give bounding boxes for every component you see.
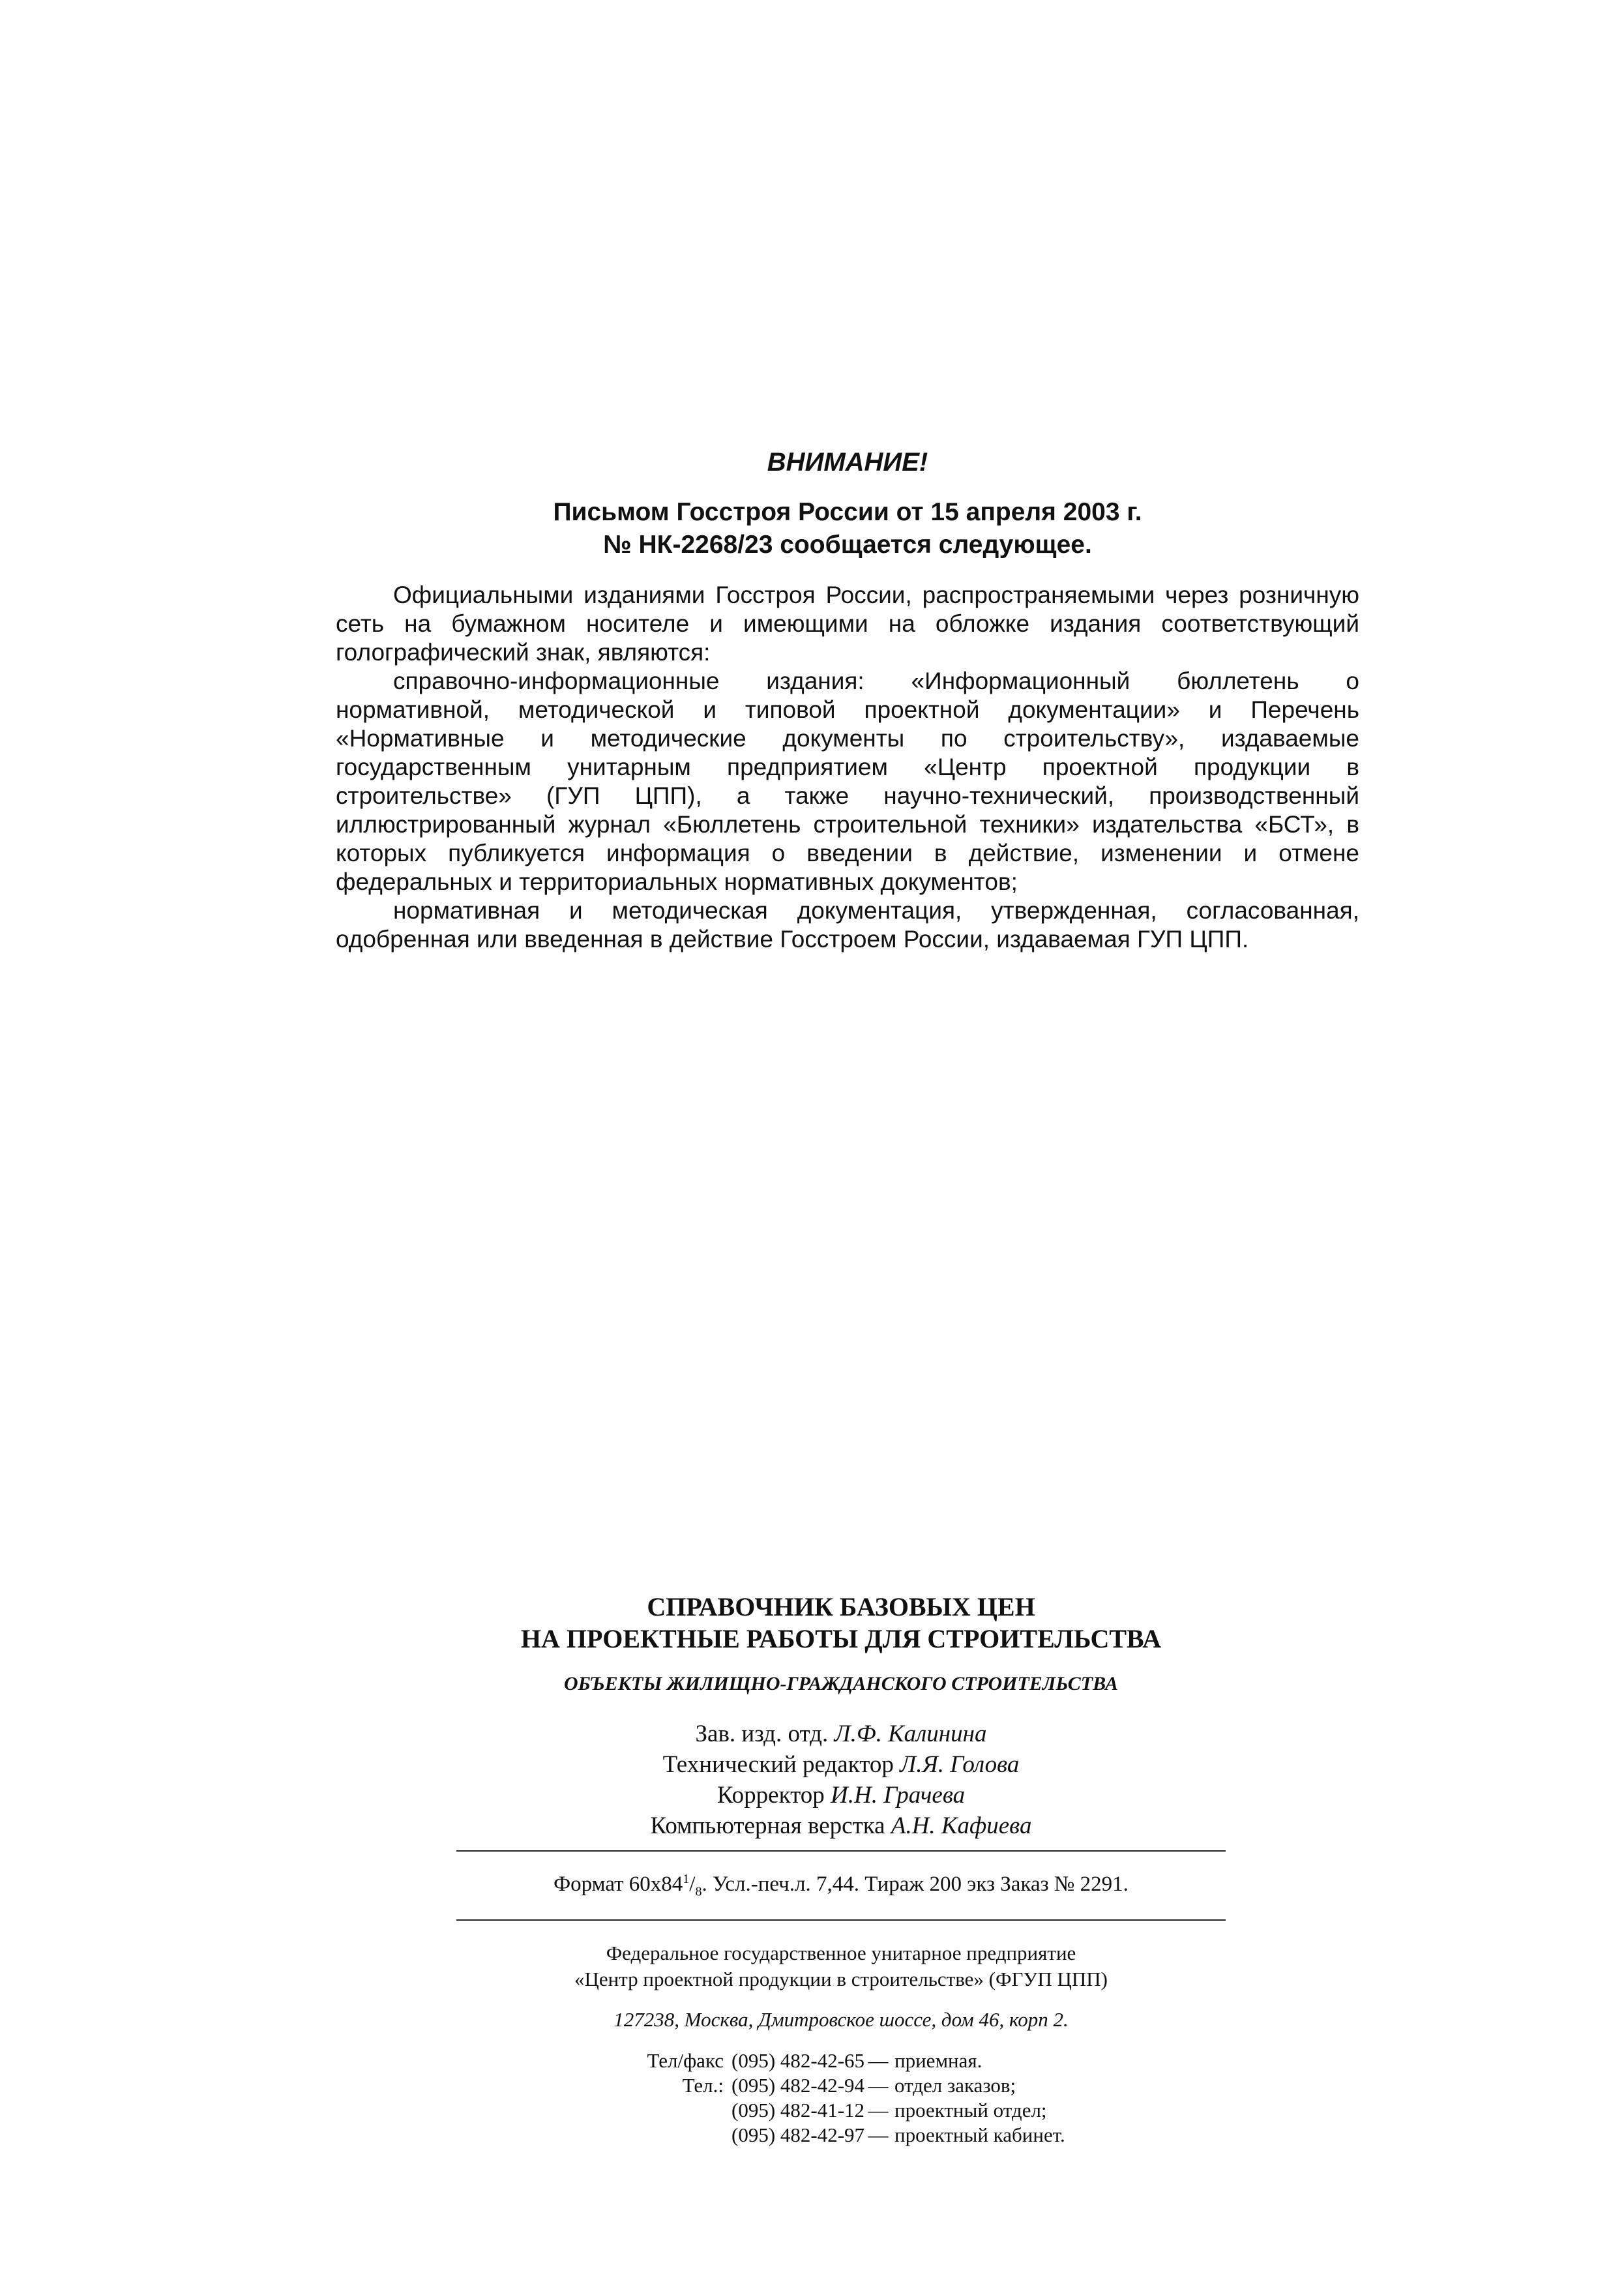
staff-name: Л.Ф. Калинина [834,1721,987,1747]
notice-subtitle-line2: № НК-2268/23 сообщается следующее. [603,531,1092,559]
publisher-line1: Федеральное государственное унитарное предприятие [606,1941,1076,1964]
staff-row [456,1719,1226,1749]
contact-phone: (095) 482-42-65 [731,2048,865,2072]
contact-desc: приемная. [894,2048,982,2072]
staff-name: И.Н. Грачева [831,1782,966,1809]
staff-row [456,1811,1226,1841]
notice-subtitle-line1: Письмом Госстроя России от 15 апреля 2003 г. [553,498,1142,526]
contact-phone: (095) 482-42-94 [731,2073,865,2097]
staff-role: Технический редактор [662,1751,894,1778]
contact-label [613,2098,731,2123]
staff-credits [456,1719,1226,1841]
contact-row [613,2048,1226,2073]
contacts [613,2048,1226,2148]
notice-paragraph: справочно-информационные издания: «Информационный бюллетень о нормативной, методической и типовой проектной документации» и Перечень «Нормативные и методические документы по строительству», издаваемые государственным унитарным предприятием «Центр проектной продукции в строительстве» (ГУП ЦПП), а также научно-технический, производственный иллюстрированный журнал «Бюллетень строительной техники» издательства «БСТ», в которых публикуется информация о введении в действие, изменении и отмене федеральных и территориальных нормативных документов; [336,668,1359,895]
publisher-address: 127238, Москва, Дмитровское шоссе, дом 46, корп 2. [613,2007,1069,2031]
contact-desc: проектный кабинет. [894,2123,1065,2146]
format-fraction-num: 1 [683,1872,690,1886]
contact-dash: — [868,2073,889,2097]
print-format: Формат 60х84 [554,1872,683,1896]
staff-role: Компьютерная верстка [650,1812,885,1839]
contact-dash: — [868,2098,889,2121]
publisher [456,1940,1226,1992]
format-fraction-den: 8 [695,1884,702,1899]
notice-paragraph: нормативная и методическая документация, утвержденная, согласованная, одобренная или введенная в действие Госстроем России, издаваемая ГУП ЦПП. [336,897,1359,953]
book-subtitle: ОБЪЕКТЫ ЖИЛИЩНО-ГРАЖДАНСКОГО СТРОИТЕЛЬСТВА [563,1673,1119,1694]
contact-row [613,2073,1226,2098]
contact-desc: проектный отдел; [894,2098,1047,2121]
notice-title: ВНИМАНИЕ! [767,448,928,477]
print-details: . Усл.-печ.л. 7,44. Тираж 200 экз Заказ № 2291. [701,1872,1129,1896]
notice-subtitle [336,496,1359,561]
contact-phone: (095) 482-42-97 [731,2123,865,2146]
divider-top [456,1850,1226,1852]
book-title-line2: НА ПРОЕКТНЫЕ РАБОТЫ ДЛЯ СТРОИТЕЛЬСТВА [520,1624,1162,1653]
divider-bottom [456,1919,1226,1921]
colophon [456,1591,1226,2148]
staff-row [456,1780,1226,1811]
contact-label: Тел.: [682,2073,724,2097]
contact-dash: — [868,2123,889,2146]
contact-dash: — [868,2048,889,2072]
attention-notice [336,447,1359,954]
contact-desc: отдел заказов; [894,2073,1016,2097]
staff-row [456,1749,1226,1780]
staff-name: Л.Я. Голова [900,1751,1020,1778]
staff-role: Зав. изд. отд. [695,1721,829,1747]
book-title [456,1591,1226,1655]
contact-row [613,2098,1226,2123]
notice-paragraph: Официальными изданиями Госстроя России, распространяемыми через розничную сеть на бумажном носителе и имеющими на обложке издания соответствующий голографический знак, являются: [336,582,1359,666]
print-spec: Формат $60х84^1/_8$. Усл.-печ.л. 7,44. Тираж 200 экз Заказ № 2291. [554,1872,1129,1899]
contact-phone: (095) 482-41-12 [731,2098,865,2121]
notice-body [336,581,1359,954]
contact-label: Тел/факс [647,2048,724,2072]
staff-name: А.Н. Кафиева [891,1812,1032,1839]
publisher-line2: «Центр проектной продукции в строительстве» (ФГУП ЦПП) [574,1967,1108,1990]
staff-role: Корректор [716,1782,825,1809]
contact-label [613,2123,731,2148]
book-title-line1: СПРАВОЧНИК БАЗОВЫХ ЦЕН [647,1592,1035,1621]
contact-row [613,2123,1226,2148]
